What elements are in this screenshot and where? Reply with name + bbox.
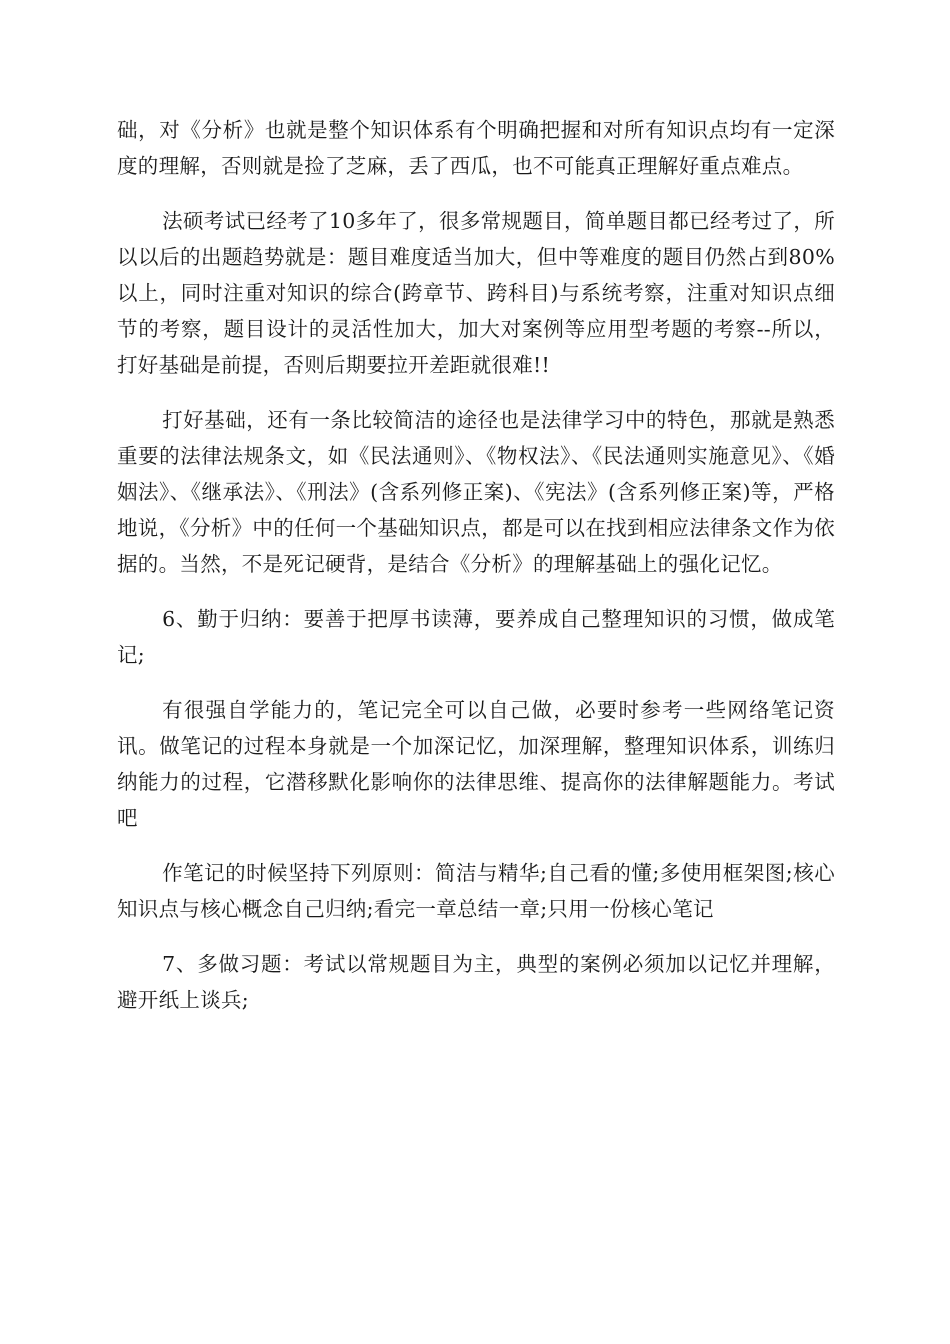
heading-point-7-exercises: 7、多做习题：考试以常规题目为主，典型的案例必须加以记忆并理解，避开纸上谈兵; [117, 952, 835, 1012]
heading-point-6-summarize: 6、勤于归纳：要善于把厚书读薄，要养成自己整理知识的习惯，做成笔记; [117, 607, 835, 667]
paragraph-note-principles: 作笔记的时候坚持下列原则：简洁与精华;自己看的懂;多使用框架图;核心知识点与核心概念自己归纳;看完一章总结一章;只用一份核心笔记 [117, 861, 835, 921]
paragraph-note-taking: 有很强自学能力的，笔记完全可以自己做，必要时参考一些网络笔记资讯。做笔记的过程本身就是一个加深记忆，加深理解，整理知识体系，训练归纳能力的过程，它潜移默化影响你的法律思维、提高你的法律解题能力。考试吧 [117, 698, 835, 830]
paragraph-legal-statutes: 打好基础，还有一条比较简洁的途径也是法律学习中的特色，那就是熟悉重要的法律法规条文，如《民法通则》、《物权法》、《民法通则实施意见》、《婚姻法》、《继承法》、《刑法》(含系列修正案)、《宪法》(含系列修正案)等，严格地说，《分析》中的任何一个基础知识点，都是可以在找到相应法律条文作为依据的。当然，不是死记硬背，是结合《分析》的理解基础上的强化记忆。 [117, 408, 835, 576]
paragraph-exam-trend: 法硕考试已经考了10多年了，很多常规题目，简单题目都已经考过了，所以以后的出题趋势就是：题目难度适当加大，但中等难度的题目仍然占到80%以上，同时注重对知识的综合(跨章节、跨科目)与系统考察，注重对知识点细节的考察，题目设计的灵活性加大，加大对案例等应用型考题的考察--所以，打好基础是前提，否则后期要拉开差距就很难!! [117, 209, 835, 377]
document-body [117, 112, 835, 1037]
paragraph-continued-basics: 础，对《分析》也就是整个知识体系有个明确把握和对所有知识点均有一定深度的理解，否则就是捡了芝麻，丢了西瓜，也不可能真正理解好重点难点。 [117, 118, 835, 178]
